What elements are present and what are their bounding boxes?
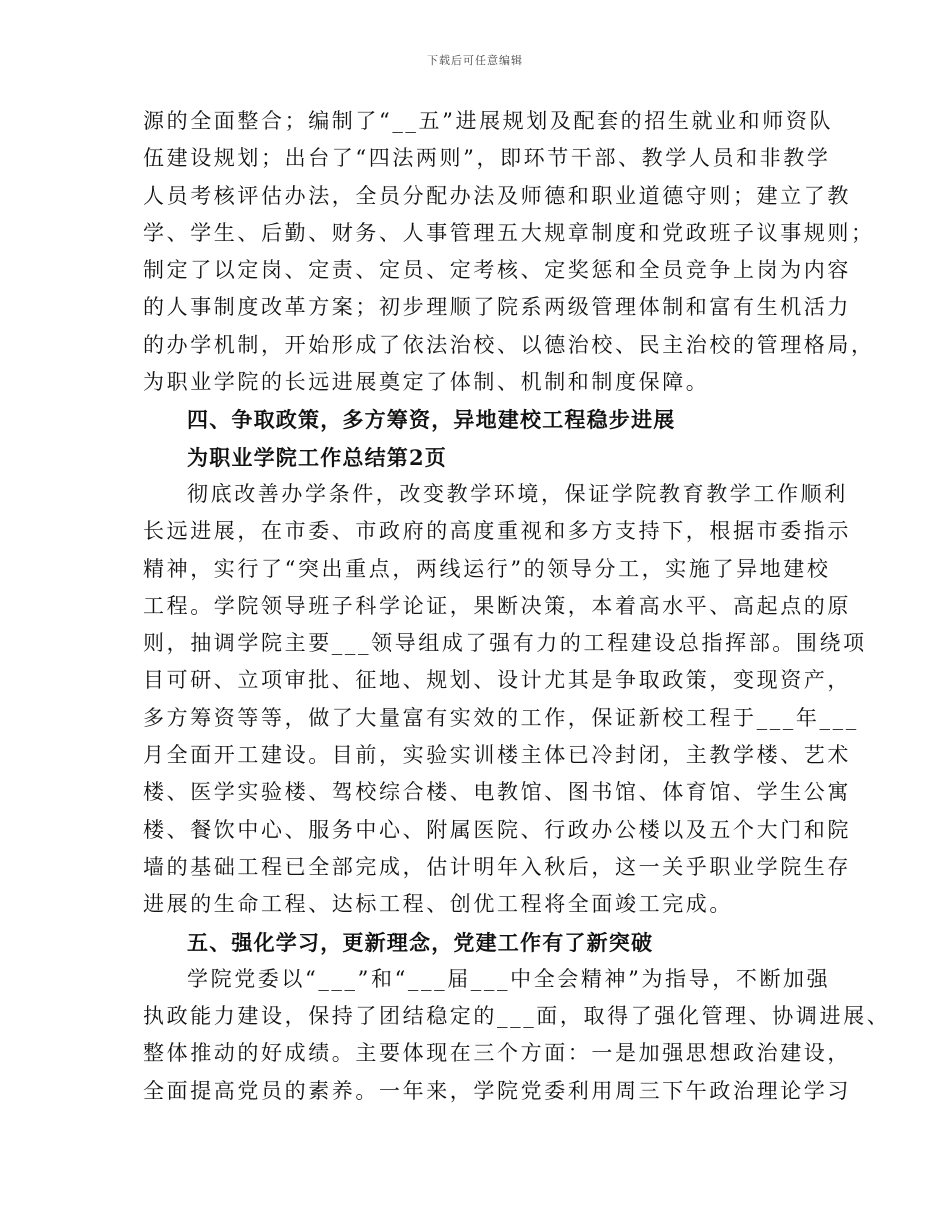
text-line: 整体推动的好成绩。主要体现在三个方面：一是加强思想政治建设，: [143, 1041, 851, 1066]
section-heading: 为职业学院工作总结第2页: [187, 444, 448, 470]
text-line: 进展的生命工程、达标工程、创优工程将全面竣工完成。: [143, 892, 733, 917]
document-body: [143, 103, 891, 1110]
section-heading: 五、强化学习，更新理念，党建工作有了新突破: [187, 929, 654, 955]
text-line: 长远进展，在市委、市政府的高度重视和多方支持下，根据市委指示: [143, 519, 851, 544]
text-line: 为职业学院的长远进展奠定了体制、机制和制度保障。: [143, 370, 710, 395]
text-line: 执政能力建设，保持了团结稳定的___面，取得了强化管理、协调进展、: [143, 1004, 891, 1029]
text-line: 源的全面整合；编制了“__五”进展规划及配套的招生就业和师资队: [143, 109, 834, 133]
text-line: 制定了以定岗、定责、定员、定考核、定奖惩和全员竞争上岗为内容: [143, 258, 851, 283]
text-line: 工程。学院领导班子科学论证，果断决策，本着高水平、高起点的原: [143, 593, 851, 618]
text-line: 楼、餐饮中心、服务中心、附属医院、行政办公楼以及五个大门和院: [143, 817, 851, 842]
text-line: 人员考核评估办法，全员分配办法及师德和职业道德守则；建立了教: [143, 183, 851, 208]
text-line: 学、学生、后勤、财务、人事管理五大规章制度和党政班子议事规则；: [143, 220, 875, 245]
text-line: 精神，实行了“突出重点，两线运行”的领导分工，实施了异地建校: [143, 556, 831, 581]
text-line: 的人事制度改革方案；初步理顺了院系两级管理体制和富有生机活力: [143, 295, 851, 320]
text-line: 楼、医学实验楼、驾校综合楼、电教馆、图书馆、体育馆、学生公寓: [143, 780, 851, 805]
text-line: 全面提高党员的素养。一年来，学院党委利用周三下午政治理论学习: [143, 1078, 851, 1103]
text-line: 彻底改善办学条件，改变教学环境，保证学院教育教学工作顺利: [187, 481, 848, 506]
text-line: 目可研、立项审批、征地、规划、设计尤其是争取政策，变现资产，: [143, 668, 851, 693]
text-line: 的办学机制，开始形成了依法治校、以德治校、民主治校的管理格局，: [143, 332, 875, 357]
text-line: 则，抽调学院主要___领导组成了强有力的工程建设总指挥部。围绕项: [143, 631, 867, 656]
section-heading: 四、争取政策，多方筹资，异地建校工程稳步进展: [187, 407, 676, 433]
text-line: 学院党委以“___”和“___届___中全会精神”为指导，不断加强: [187, 966, 831, 991]
page-header: 下载后可任意编辑: [427, 54, 523, 67]
text-line: 多方筹资等等，做了大量富有实效的工作，保证新校工程于___年___: [143, 705, 859, 730]
text-line: 墙的基础工程已全部完成，估计明年入秋后，这一关乎职业学院生存: [143, 854, 851, 879]
text-line: 伍建设规划；出台了“四法两则”，即环节干部、教学人员和非教学: [143, 146, 831, 171]
text-line: 月全面开工建设。目前，实验实训楼主体已冷封闭，主教学楼、艺术: [143, 743, 851, 768]
